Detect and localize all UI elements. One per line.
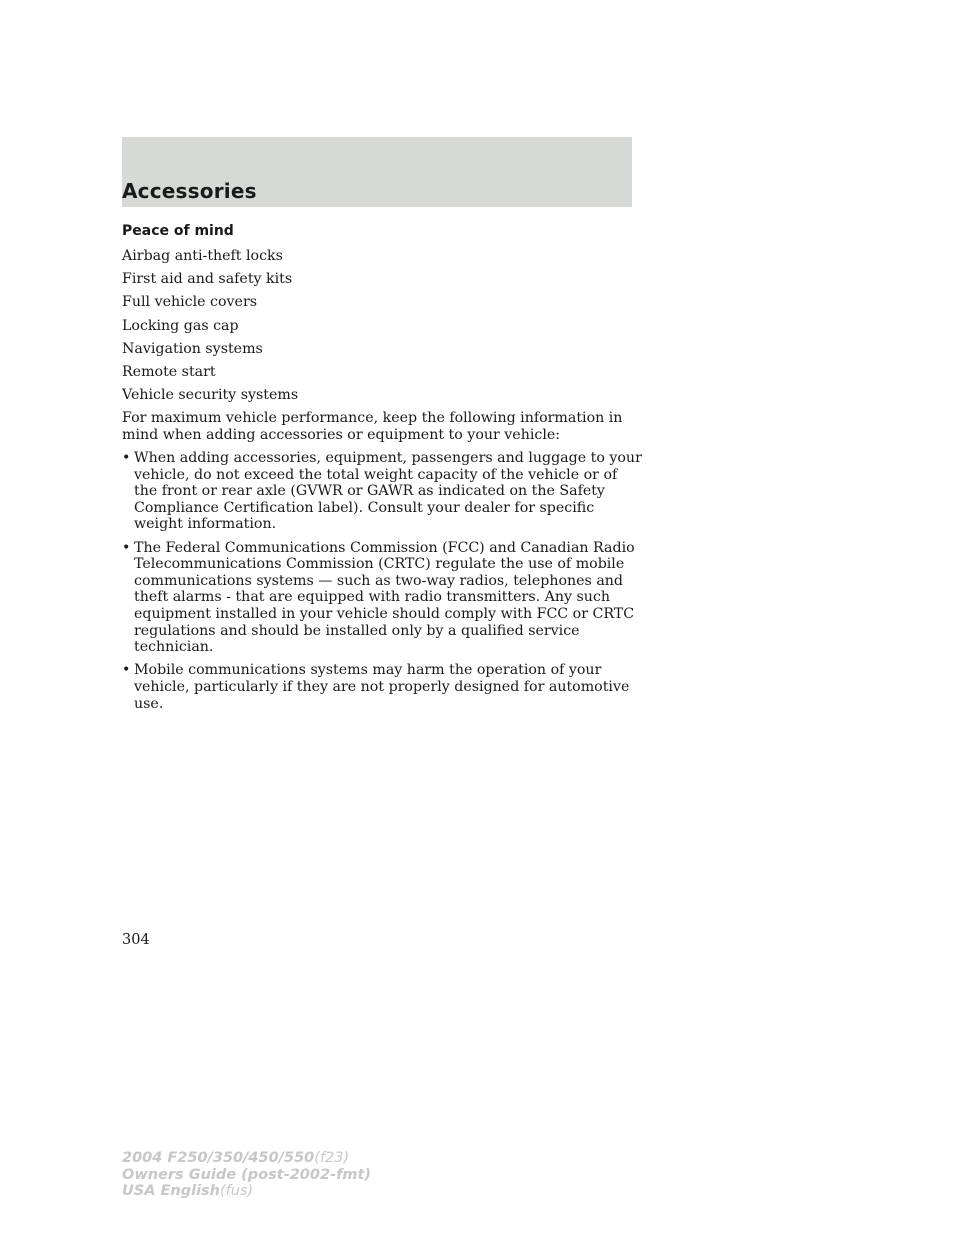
footer-language: USA English bbox=[122, 1183, 220, 1199]
page-title: Accessories bbox=[122, 179, 257, 203]
bullet-item bbox=[122, 450, 642, 533]
list-item: Vehicle security systems bbox=[122, 387, 299, 404]
bullet-icon: • bbox=[122, 539, 131, 556]
bullet-text: The Federal Communications Commission (FCC) and Canadian Radio Telecommunications Commission (CRTC) regulate the use of mobile communications systems — such as two-way radios, telephones and theft alarms - that are equipped with radio transmitters. Any such equipment installed in your vehicle should comply with FCC or CRTC regulations and should be installed only by a qualified service technician. bbox=[134, 539, 635, 656]
footer-language-code: (fus) bbox=[220, 1183, 254, 1199]
bullet-icon: • bbox=[122, 662, 131, 679]
list-item: Locking gas cap bbox=[122, 317, 239, 334]
page-number: 304 bbox=[122, 932, 150, 948]
footer-line-guide bbox=[122, 1167, 371, 1184]
bullet-icon: • bbox=[122, 450, 131, 467]
list-item: Remote start bbox=[122, 363, 216, 380]
bullet-text: Mobile communications systems may harm the operation of your vehicle, particularly if they are not properly designed for automotive use. bbox=[134, 662, 630, 712]
page-content bbox=[122, 222, 642, 719]
list-item: First aid and safety kits bbox=[122, 271, 293, 288]
bullet-list bbox=[122, 450, 642, 712]
section-heading: Peace of mind bbox=[122, 223, 234, 239]
list-item: Navigation systems bbox=[122, 340, 263, 357]
footer-guide: Owners Guide (post-2002-fmt) bbox=[122, 1166, 372, 1183]
bullet-item bbox=[122, 662, 642, 712]
list-item: Full vehicle covers bbox=[122, 294, 258, 311]
header-band bbox=[122, 137, 632, 207]
footer-line-language bbox=[122, 1183, 371, 1200]
bullet-text: When adding accessories, equipment, passengers and luggage to your vehicle, do not exceed the total weight capacity of the vehicle or of the front or rear axle (GVWR or GAWR as indicated on the Safety Compliance Certification label). Consult your dealer for specific weight information. bbox=[134, 450, 642, 533]
footer-model: 2004 F250/350/450/550 bbox=[122, 1150, 315, 1166]
bullet-item bbox=[122, 540, 642, 656]
footer-line-model bbox=[122, 1150, 371, 1167]
list-item: Airbag anti-theft locks bbox=[122, 248, 283, 264]
document-footer bbox=[122, 1150, 371, 1200]
intro-paragraph: For maximum vehicle performance, keep the following information in mind when adding accessories or equipment to your vehicle: bbox=[122, 410, 623, 443]
footer-model-code: (f23) bbox=[314, 1150, 350, 1166]
